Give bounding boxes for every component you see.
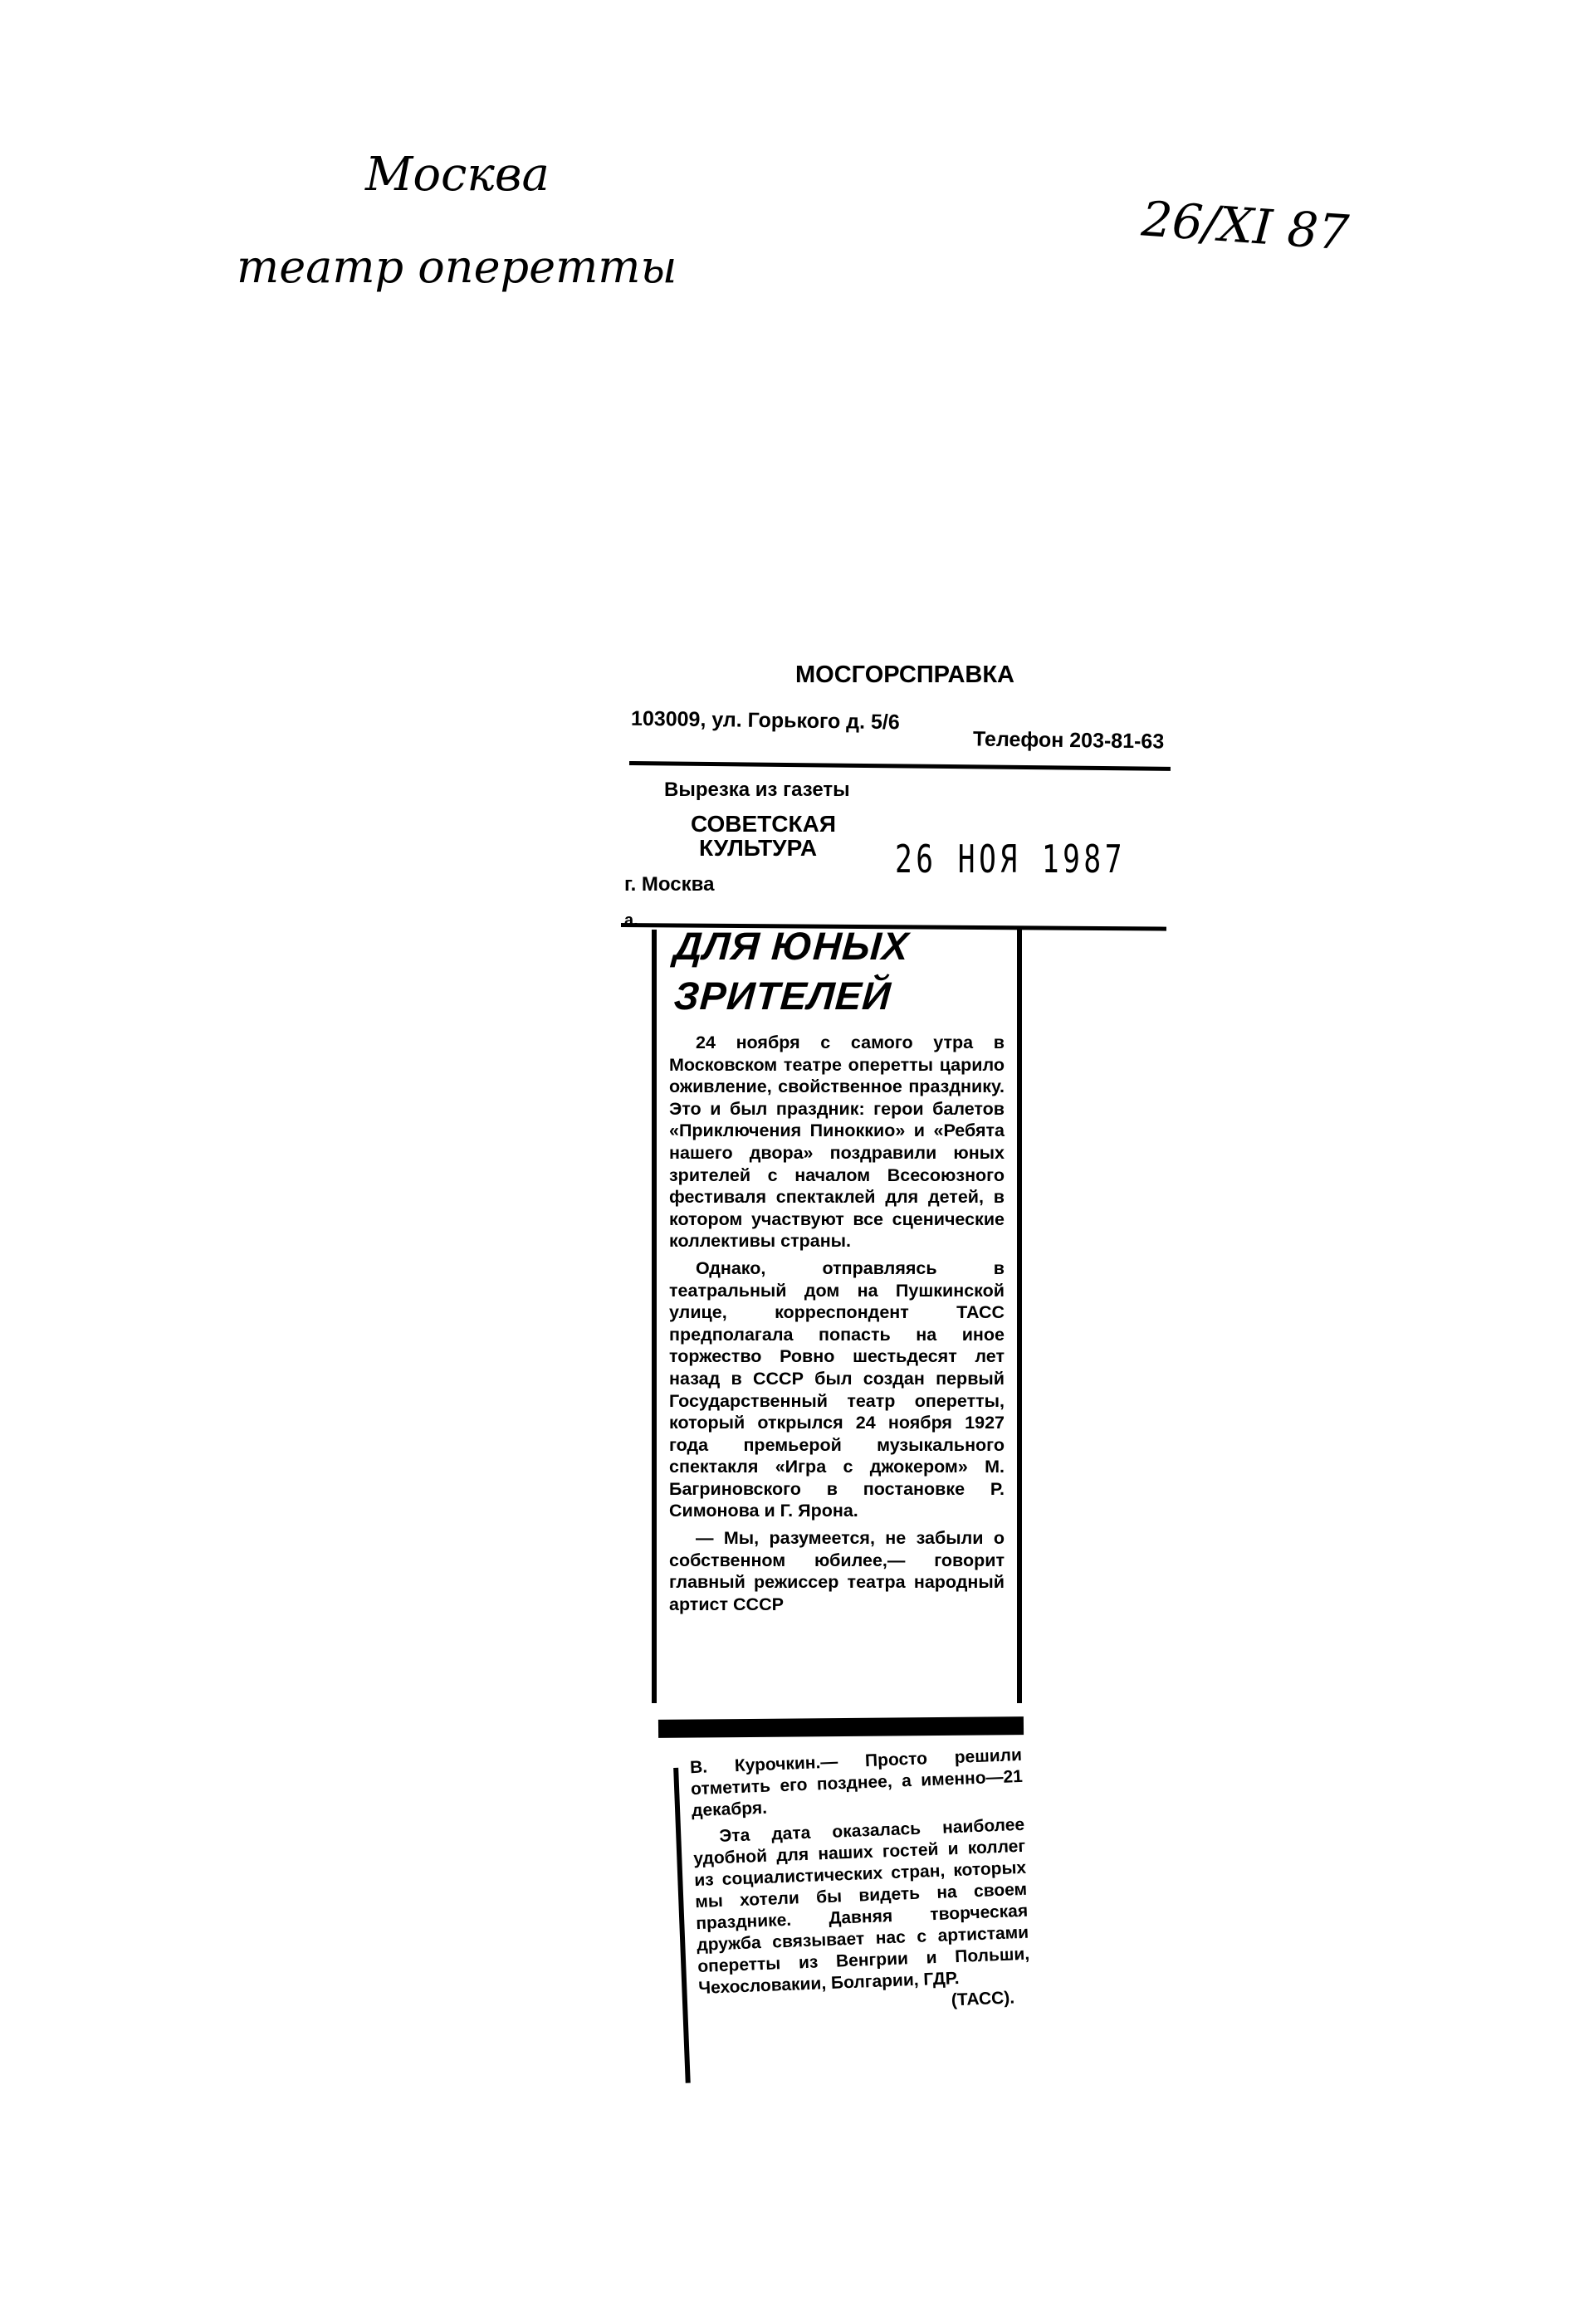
article-column-1 xyxy=(669,1032,1005,1615)
article-paragraph: 24 ноября с самого утра в Московском театре оперетты царило оживление, свойственное празднику. Это и был праздник: герои балетов «Приключения Пиноккио» и «Ребята нашего двора» поздравили юных зрителей с началом Всесоюзного фестиваля спектаклей для детей, в котором участвуют все сценические коллективы страны. xyxy=(669,1033,1005,1252)
headline-line2: ЗРИТЕЛЕЙ xyxy=(672,974,893,1018)
agency-address: 103009, ул. Горького д. 5/6 xyxy=(630,706,900,735)
newspaper-name-line2: КУЛЬТУРА xyxy=(699,835,818,861)
article-paragraph: Эта дата оказалась наиболее удобной для наших гостей и коллег из социалистических стран, которых мы хотели бы видеть на своем празднике. Давняя творческая дружба связывает нас с артистами оперетты из Венгрии и Польши, Чехословакии, Болгарии, ГДР. xyxy=(692,1814,1030,1999)
date-stamp: 26 НОЯ 1987 xyxy=(895,837,1126,881)
article-paragraph: Однако, отправляясь в театральный дом на Пушкинской улице, корреспондент ТАСС предполагала попасть на иное торжество Ровно шестьдесят лет назад в СССР был создан первый Государственный театр оперетты, который открылся 24 ноября 1927 года премьерой музыкального спектакля «Игра с джокером» М. Багриновского в постановке Р. Симонова и Г. Ярона. xyxy=(669,1257,1005,1521)
agency-phone: Телефон 203-81-63 xyxy=(972,727,1165,754)
column-border-left xyxy=(652,930,657,1703)
article-headline xyxy=(674,921,1006,1021)
headline-line1: ДЛЯ ЮНЫХ xyxy=(672,924,911,968)
agency-name: МОСГОРСПРАВКА xyxy=(795,662,1015,688)
clipping-label: Вырезка из газеты xyxy=(664,779,850,801)
article-paragraph: В. Курочкин.— Просто решили отметить его позднее, а именно—21 декабря. xyxy=(689,1745,1024,1821)
column-border-right xyxy=(1017,930,1022,1703)
header-rule xyxy=(629,761,1171,771)
column-2-border-left xyxy=(673,1768,691,2083)
handwritten-theatre: театр оперетты xyxy=(237,241,677,293)
article-column-2-wrap xyxy=(672,1729,1043,2091)
handwritten-city: Москва xyxy=(365,148,550,202)
article-paragraph: — Мы, разумеется, не забыли о собственном юбилее,— говорит главный режиссер театра народный артист СССР xyxy=(669,1528,1005,1614)
newspaper-name-line1: СОВЕТСКАЯ xyxy=(691,811,836,837)
newspaper-city: г. Москва xyxy=(624,873,715,896)
article-column-2 xyxy=(690,1745,1032,2021)
clip-marker: a. xyxy=(624,911,638,930)
handwritten-date: 26/XI 87 xyxy=(1139,190,1351,261)
article-credit: (ТАСС). xyxy=(951,1988,1015,2010)
